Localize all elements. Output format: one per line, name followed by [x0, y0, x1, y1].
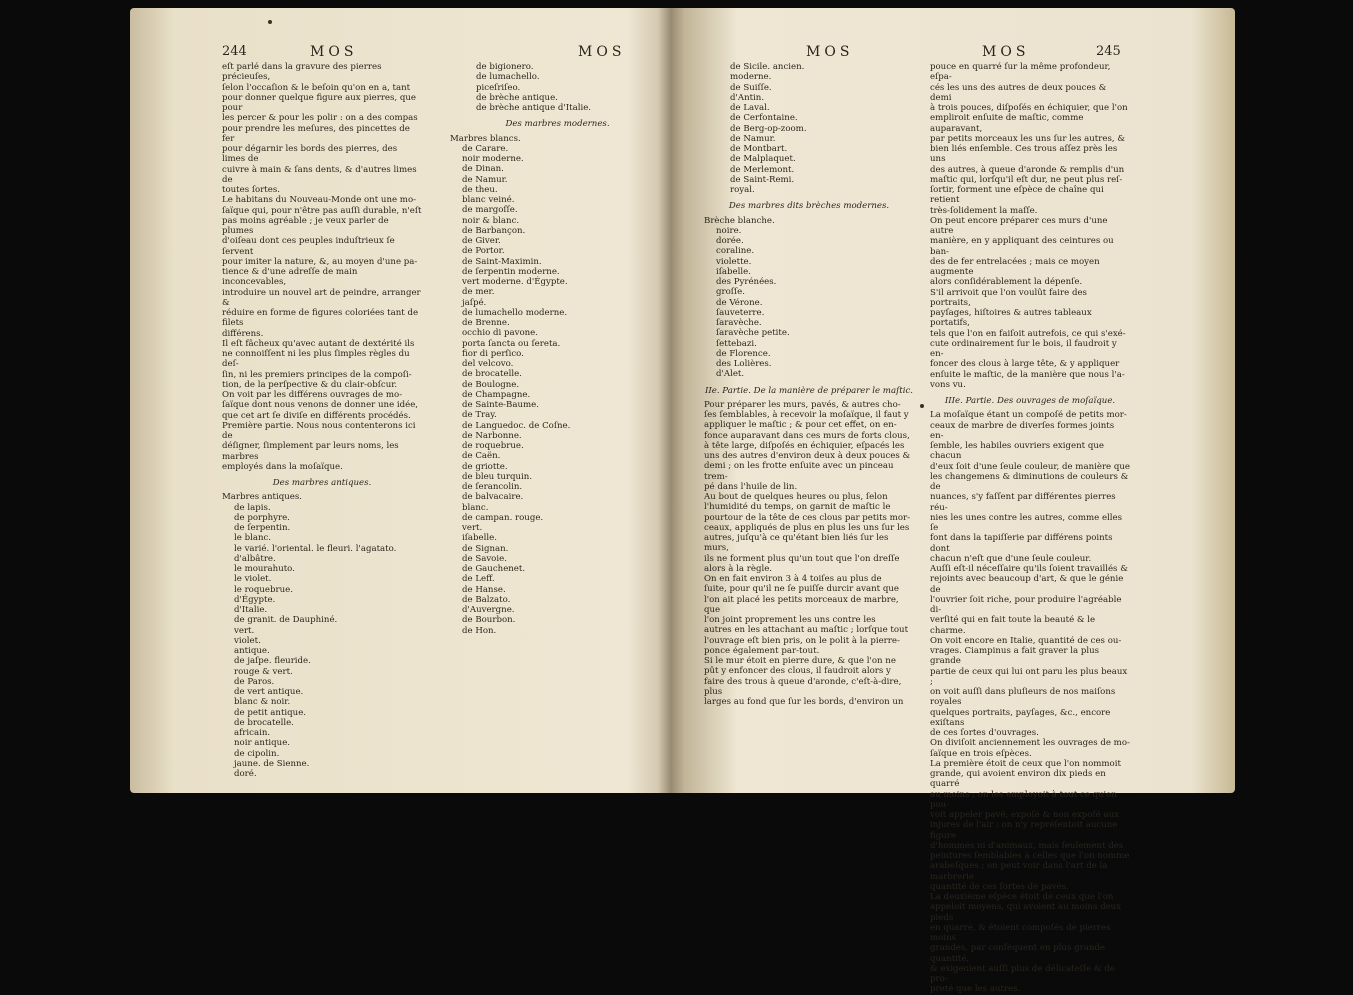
text-line: toutes ſortes.	[222, 185, 280, 195]
text-line: Auſſi eſt-il néceſſaire qu'ils ſoient travaillés &	[930, 564, 1128, 574]
text-line: de Carare.	[462, 143, 509, 154]
text-line: Pour préparer les murs, pavés, & autres cho-	[704, 399, 901, 410]
text-line: noir antique.	[234, 738, 291, 749]
text-line: royal.	[730, 185, 755, 195]
text-line: de Tray.	[462, 410, 497, 421]
text-line: ſaïque en trois eſpèces.	[930, 748, 1032, 759]
text-line: de vert antique.	[234, 687, 304, 697]
text-line: de Balzato.	[462, 594, 511, 605]
text-line: pouce en quarré ſur la même profondeur, eſpa-	[930, 62, 1111, 83]
text-line: On en fait environ 3 à 4 toiſes au plus de	[704, 574, 882, 584]
text-line: noir & blanc.	[462, 215, 520, 226]
text-line: ſin, ni les premiers principes de la compoſi-	[222, 369, 412, 380]
text-line: de jaſpe. fleuride.	[234, 656, 311, 667]
text-line: blanc & noir.	[234, 697, 291, 708]
text-line: foncer des clous à large tête, & y appliquer	[930, 359, 1120, 370]
text-line: piceſriſeo.	[476, 82, 521, 93]
text-line: de Dinan.	[462, 164, 504, 175]
text-line: enſuite le maſtic, de la manière que nous l'a-	[930, 369, 1125, 380]
text-line: on voit auſſi dans pluſieurs de nos maiſons royales	[930, 687, 1116, 708]
text-line: preté que les autres.	[930, 984, 1021, 995]
text-line: de Barbançon.	[462, 225, 526, 236]
text-line: à tête large, diſpoſés en échiquier, eſpacés les	[704, 440, 905, 451]
text-line: ſelon l'occaſion & le beſoin qu'on en a, tant	[222, 82, 411, 93]
text-line: vons vu.	[930, 379, 966, 390]
left-column-a	[222, 62, 422, 779]
text-line: d'Italie.	[234, 605, 268, 615]
text-line: en quarré, & étoient compoſés de pierres moins	[930, 922, 1111, 943]
text-line: l'ouvrier ſoit riche, pour produire l'agréable di-	[930, 594, 1122, 615]
text-line: d'eux ſoit d'une ſeule couleur, de manière que	[930, 461, 1130, 472]
text-line: de lapis.	[234, 502, 271, 513]
right-column-a	[704, 62, 914, 707]
text-line: le roquebrue.	[234, 584, 293, 595]
text-line: de bleu turquin.	[462, 471, 533, 482]
text-line: nuances, s'y faſſent par différentes pierres réu-	[930, 492, 1116, 513]
text-line: de Hon.	[462, 625, 497, 636]
text-line: de bigionero.	[476, 62, 534, 72]
text-line: font dans la tapiſſerie par différens points dont	[930, 533, 1113, 554]
text-line: iſabelle.	[462, 533, 497, 544]
text-line: l'ouvrage eſt bien pris, on le polit à la pierre-	[704, 635, 900, 646]
text-line: que cet art ſe diviſe en différents procédés.	[222, 410, 411, 421]
text-line: pour donner quelque figure aux pierres, que pour	[222, 92, 417, 113]
text-line: de lumachello moderne.	[462, 307, 568, 318]
text-line: d'hommes ni d'animaux, mais ſeulement des	[930, 840, 1124, 851]
text-line: tience & d'une adreſſe de main inconcevables,	[222, 267, 358, 288]
text-line: de Florence.	[716, 348, 771, 359]
text-line: de petit antique.	[234, 707, 307, 718]
text-line: l'humidité du temps, on garnit de maſtic le	[704, 502, 891, 513]
text-line: chacun n'eſt que d'une ſeule couleur.	[930, 553, 1092, 564]
text-line: des autres, à queue d'aronde & remplis d'un	[930, 164, 1125, 175]
text-line: de brocatelle.	[234, 717, 294, 728]
text-line: grande, qui avoient environ dix pieds en quarré	[930, 769, 1106, 790]
text-line: ſes ſemblables, à recevoir la moſaïque, il faut y	[704, 410, 909, 420]
text-line: pourtour de la tête de ces clous par petits mor-	[704, 512, 911, 523]
text-line: de Namur.	[730, 133, 776, 144]
text-line: d'Alet.	[716, 369, 745, 380]
text-line: de ſerpentin.	[234, 523, 291, 533]
text-line: jaſpé.	[462, 297, 487, 308]
text-line: de Sainte-Baume.	[462, 400, 539, 410]
text-line: d'oiſeau dont ces peuples induſtrieux ſe ſervent	[222, 236, 395, 257]
text-line: de Signan.	[462, 543, 509, 554]
text-line: le blanc.	[234, 533, 272, 544]
text-line: tels que l'on en faiſoit autrefois, ce qui s'exé-	[930, 328, 1126, 339]
text-line: de Champagne.	[462, 389, 531, 400]
text-line: Il eſt fâcheux qu'avec autant de dextérité ils	[222, 338, 415, 349]
text-line: arabeſques ; on peut voir dans l'art de la marbrerie	[930, 861, 1108, 882]
text-line: de brèche antique.	[476, 92, 558, 103]
text-line: Première partie. Nous nous contenterons ici de	[222, 420, 416, 441]
text-line: de Saint-Remi.	[730, 174, 795, 185]
text-line: jaune. de Sienne.	[234, 758, 310, 769]
text-line: de Sicile. ancien.	[730, 62, 805, 72]
text-line: manière, en y appliquant des ceintures ou ban-	[930, 236, 1114, 257]
text-line: des Lolières.	[716, 359, 772, 369]
text-line: de Berg-op-zoom.	[730, 123, 807, 134]
left-col-a-heading: Des marbres antiques.	[272, 478, 372, 488]
text-line: des de fer entrelacées ; mais ce moyen augmente	[930, 256, 1100, 277]
text-line: de roquebrue.	[462, 441, 524, 451]
text-line: noir moderne.	[462, 154, 524, 164]
text-line: des Pyrénées.	[716, 277, 777, 287]
text-line: de Cerfontaine.	[730, 113, 798, 124]
left-page	[130, 0, 665, 785]
text-line: l'on joint proprement les uns contre les	[704, 615, 876, 625]
text-line: larges au fond que ſur les bords, d'environ un	[704, 697, 904, 707]
text-line: doré.	[234, 769, 257, 779]
text-line: africain.	[234, 728, 271, 738]
text-line: pas moins agréable ; je veux parler de plumes	[222, 215, 389, 236]
text-line: violette.	[716, 256, 752, 267]
text-line: empliroit enſuite de maſtic, comme auparavant,	[930, 113, 1084, 134]
text-line: autres, juſqu'à ce qu'étant bien liés ſur les murs,	[704, 533, 889, 554]
text-line: rouge & vert.	[234, 666, 293, 677]
text-line: ceaux de marbre de diverſes formes joints en-	[930, 420, 1115, 441]
text-line: rejoints avec beaucoup d'art, & que le génie de	[930, 574, 1124, 595]
text-line: ſettebazi.	[716, 338, 757, 349]
left-col-b-heading: Des marbres modernes.	[505, 119, 610, 130]
text-line: fonce auparavant dans ces murs de forts clous,	[704, 430, 910, 441]
text-line: pût y enfoncer des clous, il faudroit alors y	[704, 666, 891, 677]
right-page	[676, 0, 1236, 995]
right-col-a-heading-2: IIe. Partie. De la manière de préparer le maſtic.	[704, 385, 914, 396]
text-line: autres en les attachant au maſtic ; lorſque tout	[704, 625, 909, 636]
text-line: Brèche blanche.	[704, 215, 775, 226]
text-line: On voit par les différens ouvrages de mo-	[222, 390, 403, 400]
text-line: de Montbart.	[730, 144, 788, 154]
text-line: faire des trous à queue d'aronde, c'eſt-à-dire, plus	[704, 676, 902, 697]
text-line: moderne.	[730, 72, 772, 83]
text-line: coraline.	[716, 246, 755, 257]
page-speck	[268, 20, 272, 24]
text-line: ſaravèche.	[716, 318, 762, 328]
text-line: l'on ait placé les petits morceaux de marbre, que	[704, 594, 899, 615]
text-line: ſemble, les habiles ouvriers exigent que chacun	[930, 441, 1104, 462]
text-line: de campan. rouge.	[462, 512, 544, 523]
text-line: demi ; on les frotte enſuite avec un pinceau trem-	[704, 461, 894, 482]
text-line: d'albâtre.	[234, 553, 276, 564]
text-line: de Boulogne.	[462, 379, 520, 390]
text-line: tion, de la perſpective & du clair-obſcur.	[222, 379, 398, 390]
right-column-b	[930, 62, 1130, 995]
text-line: de porphyre.	[234, 512, 290, 523]
text-line: eſt parlé dans la gravure des pierres précieuſes,	[222, 62, 382, 83]
text-line: Marbres antiques.	[222, 492, 302, 503]
text-line: les changemens & diminutions de couleurs & de	[930, 471, 1129, 492]
text-line: ſaravèche petite.	[716, 328, 790, 339]
text-line: ceaux, appliqués de plus en plus les uns ſur les	[704, 522, 910, 533]
text-line: de ſerancolin.	[462, 482, 523, 492]
right-col-b-heading: IIIe. Partie. Des ouvrages de moſaïque.	[944, 396, 1116, 406]
text-line: appeloit moyens, qui avoient au moins deux pieds	[930, 902, 1122, 923]
text-line: appliquer le maſtic ; & pour cet effet, on en-	[704, 420, 897, 431]
text-line: de griotte.	[462, 461, 508, 472]
text-line: Marbres blancs.	[450, 133, 521, 144]
text-line: de granit. de Dauphiné.	[234, 615, 338, 626]
text-line: peintures ſemblables à celles que l'on nomme	[930, 851, 1130, 861]
text-line: déſigner, ſimplement par leurs noms, les marbres	[222, 441, 399, 462]
text-line: quantité de ces ſortes de pavés.	[930, 881, 1069, 892]
left-page-number: 244	[222, 44, 247, 59]
text-line: de cipolin.	[234, 748, 280, 759]
text-line: grandes, par conſéquent en plus grande quantité,	[930, 943, 1105, 964]
text-line: cés les uns des autres de deux pouces & demi	[930, 82, 1107, 103]
text-line: ſaïque dont nous venons de donner une idée,	[222, 400, 419, 411]
text-line: vert moderne. d'Égypte.	[462, 277, 568, 287]
page-speck	[920, 404, 924, 408]
text-line: On peut encore préparer ces murs d'une autre	[930, 215, 1108, 236]
text-line: de Brenne.	[462, 318, 510, 328]
text-line: de Malplaquet.	[730, 154, 796, 165]
text-line: de brocatelle.	[462, 369, 522, 380]
text-line: cuivre à main & ſans dents, & d'autres limes de	[222, 164, 417, 185]
text-line: de Suiſſe.	[730, 82, 772, 93]
text-line: On diviſoit anciennement les ouvrages de mo-	[930, 738, 1130, 749]
text-line: alors à la règle.	[704, 563, 773, 574]
text-line: injures de l'air ; on n'y repréſentoit aucune figure	[930, 820, 1118, 841]
text-line: par petits morceaux les uns ſur les autres, &	[930, 133, 1125, 144]
text-line: vert.	[462, 523, 483, 533]
text-line: de theu.	[462, 184, 498, 195]
text-line: de Vérone.	[716, 297, 763, 308]
text-line: noire.	[716, 225, 742, 236]
text-line: pour dégarnir les bords des pierres, des limes de	[222, 144, 398, 165]
text-line: dorée.	[716, 236, 744, 246]
text-line: groſſe.	[716, 287, 745, 298]
text-line: introduire un nouvel art de peindre, arranger &	[222, 287, 421, 308]
text-line: Le habitans du Nouveau-Monde ont une mo-	[222, 195, 417, 206]
text-line: vrages. Ciampinus a fait graver la plus grande	[930, 646, 1100, 667]
text-line: ſaïque qui, pour n'être pas auſſi durable, n'eſt	[222, 205, 422, 216]
text-line: violet.	[234, 635, 261, 646]
text-line: de lumachello.	[476, 72, 540, 83]
text-line: bien liés enſemble. Ces trous aſſez près les uns	[930, 144, 1118, 165]
text-line: de Narbonne.	[462, 430, 522, 441]
text-line: ſortir, forment une eſpèce de chaîne qui retient	[930, 185, 1104, 206]
text-line: différens.	[222, 328, 264, 339]
text-line: de ſerpentin moderne.	[462, 266, 560, 277]
text-line: alors conſidérablement la dépenſe.	[930, 277, 1083, 288]
text-line: de mer.	[462, 287, 495, 298]
text-line: au moins ; on les employoit à tout ce qu'on pou-	[930, 789, 1117, 810]
text-line: de brèche antique d'Italie.	[476, 103, 592, 113]
text-line: employés dans la moſaïque.	[222, 461, 343, 472]
text-line: de Gauchenet.	[462, 564, 526, 574]
text-line: de margoſſe.	[462, 205, 518, 216]
text-line: quelques portraits, payſages, &c., encore exiſtans	[930, 707, 1111, 728]
text-line: pé dans l'huile de lin.	[704, 481, 798, 492]
right-running-head-a: MOS	[806, 44, 854, 60]
text-line: antique.	[234, 646, 270, 656]
text-line: le violet.	[234, 574, 272, 585]
text-line: pour imiter la nature, &, au moyen d'une pa-	[222, 256, 418, 267]
text-line: vert.	[234, 625, 255, 636]
text-line: maſtic qui, lorſqu'il eſt dur, ne peut plus reſ-	[930, 174, 1123, 185]
text-line: ne connoiſſent ni les plus ſimples règles du deſ-	[222, 349, 410, 370]
text-line: verſité qui en fait toute la beauté & le charme.	[930, 615, 1096, 636]
text-line: réduire en forme de figures coloriées tant de filets	[222, 308, 419, 329]
text-line: de Languedoc. de Coſne.	[462, 420, 571, 431]
text-line: occhio di pavone.	[462, 328, 538, 339]
text-line: le mourahuto.	[234, 564, 295, 574]
text-line: iſabelle.	[716, 266, 751, 277]
text-line: d'Auvergne.	[462, 605, 515, 615]
text-line: de Savoie.	[462, 553, 507, 564]
text-line: uns des autres d'environ deux à deux pouces &	[704, 451, 911, 461]
left-running-head-b: MOS	[578, 44, 626, 60]
text-line: de Hanse.	[462, 584, 506, 595]
left-column-b	[450, 62, 665, 636]
text-line: Au bout de quelques heures ou plus, ſelon	[704, 492, 888, 502]
right-page-number: 245	[1096, 44, 1121, 59]
text-line: de Laval.	[730, 103, 770, 113]
text-line: blanc veiné.	[462, 195, 515, 205]
text-line: de Paros.	[234, 676, 275, 687]
text-line: & exigeoient auſſi plus de délicateſſe & de pro-	[930, 963, 1115, 984]
text-line: La moſaïque étant un compoſé de petits mor-	[930, 410, 1127, 421]
text-line: porta ſancta ou ſereta.	[462, 338, 561, 349]
text-line: La première étoit de ceux que l'on nommoit	[930, 758, 1121, 769]
text-line: fior di perſico.	[462, 348, 524, 359]
text-line: On voit encore en Italie, quantité de ces ou-	[930, 635, 1122, 646]
text-line: nies les unes contre les autres, comme elles ſe	[930, 512, 1123, 533]
text-line: de Bourbon.	[462, 615, 516, 626]
text-line: Si le mur étoit en pierre dure, & que l'on ne	[704, 656, 896, 666]
text-line: ponce également par-tout.	[704, 645, 820, 656]
text-line: blanc.	[462, 502, 489, 513]
right-col-a-heading: Des marbres dits brèches modernes.	[728, 201, 890, 212]
text-line: les percer & pour les polir : on a des compas	[222, 113, 418, 124]
text-line: cute ordinairement ſur le bois, il faudroit y en-	[930, 338, 1117, 359]
right-running-head-b: MOS	[982, 44, 1030, 60]
text-line: le varié. l'oriental. le fleuri. l'agatato.	[234, 543, 397, 554]
text-line: de Caën.	[462, 451, 501, 462]
text-line: payſages, hiſtoires & autres tableaux portatifs,	[930, 308, 1092, 329]
text-line: de Namur.	[462, 174, 508, 185]
text-line: d'Antin.	[730, 92, 765, 103]
text-line: ſauveterre.	[716, 307, 765, 318]
text-line: d'Égypte.	[234, 594, 276, 605]
text-line: ſuite, pour qu'il ne ſe puiſſe durcir avant que	[704, 584, 899, 595]
text-line: de Merlemont.	[730, 164, 795, 175]
text-line: partie de ceux qui lui ont paru les plus beaux ;	[930, 666, 1128, 687]
text-line: voit appeler pavé, expoſé & non expoſé aux	[930, 810, 1119, 820]
text-line: de Saint-Maximin.	[462, 256, 542, 267]
text-line: pour prendre les meſures, des pincettes de fer	[222, 123, 410, 144]
text-line: de ces ſortes d'ouvrages.	[930, 728, 1039, 738]
text-line: de Leff.	[462, 574, 495, 585]
text-line: de Giver.	[462, 236, 501, 246]
text-line: très-ſolidement la maſſe.	[930, 205, 1038, 216]
text-line: de Portor.	[462, 246, 505, 257]
text-line: La deuxième eſpèce étoit de ceux que l'on	[930, 892, 1114, 902]
text-line: S'il arrivoit que l'on voulût faire des portraits,	[930, 287, 1087, 308]
text-line: del velcovo.	[462, 359, 514, 369]
text-line: ils ne forment plus qu'un tout que l'on dreſſe	[704, 553, 900, 564]
left-running-head-a: MOS	[310, 44, 358, 60]
text-line: de balvacaire.	[462, 492, 524, 503]
text-line: à trois pouces, diſpoſés en échiquier, que l'on	[930, 103, 1128, 113]
